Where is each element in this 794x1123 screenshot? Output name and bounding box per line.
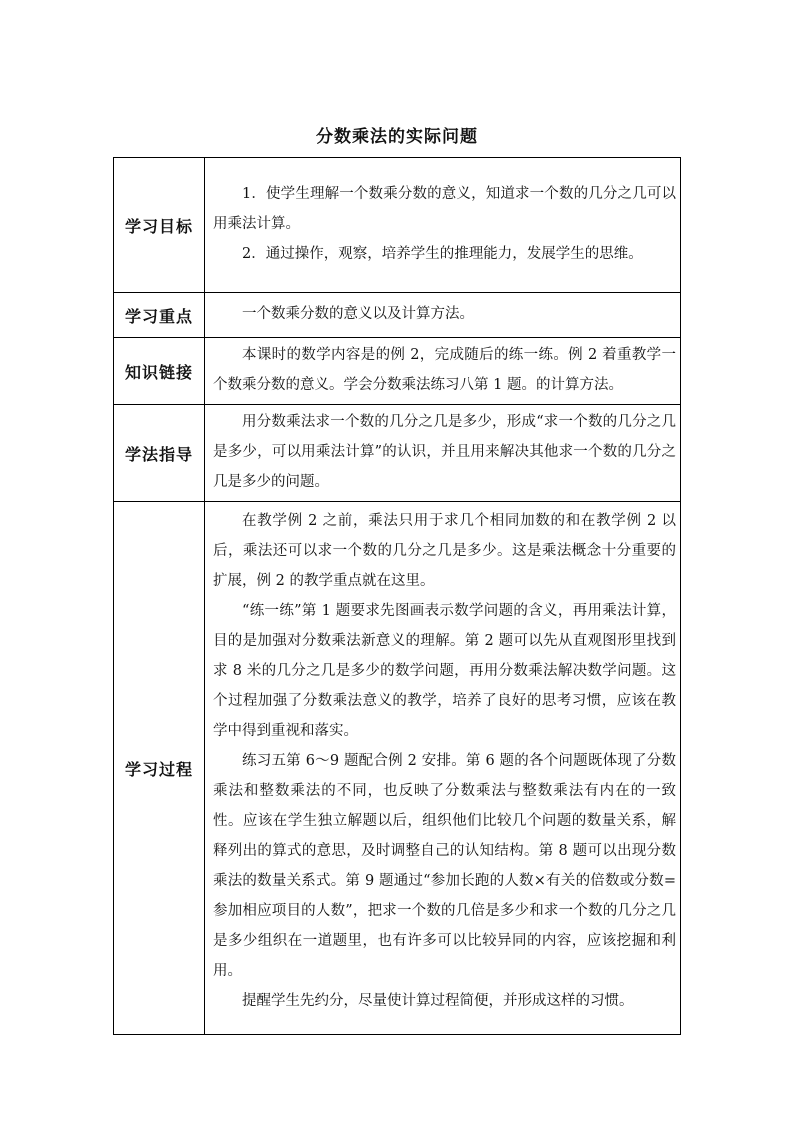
knowledge-link-content [205,338,681,405]
process-paragraph-3: 练习五第 6～9 题配合例 2 安排。第 6 题的各个问题既体现了分数乘法和整数乘法的不同，也反映了分数乘法与整数乘法有内在的一致性。应该在学生独立解题以后，组织他们比较几个问题的数量关系，解释列出的算式的意思，及时调整自己的认知结构。第 8 题可以出现分数乘法的数量关系式。第 9 题通过“参加长跑的人数×有关的倍数或分数=参加相应项目的人数”，把求一个数的几倍是多少和求一个数的几分之几是多少组织在一道题里，也有许多可以比较异同的内容，应该挖掘和利用。 [213,753,676,979]
row-knowledge-link [114,338,681,405]
row-label-learning-goals: 学习目标 [114,158,205,293]
study-method-text: 用分数乘法求一个数的几分之几是多少，形成“求一个数的几分之几是多少，可以用乘法计算”的认识，并且用来解决其他求一个数的几分之几是多少的问题。 [213,414,676,490]
row-label-knowledge-link: 知识链接 [114,338,205,405]
row-label-key-points: 学习重点 [114,293,205,338]
learning-goal-2: 2．通过操作，观察，培养学生的推理能力，发展学生的思维。 [242,246,643,262]
key-points-content [205,293,681,338]
row-learning-process [114,502,681,1035]
row-key-points [114,293,681,338]
process-paragraph-2: “练一练”第 1 题要求先图画表示数学问题的含义，再用乘法计算，目的是加强对分数乘法新意义的理解。第 2 题可以先从直观图形里找到求 8 米的几分之几是多少的数学问题，再用分数乘法解决数学问题。这个过程加强了分数乘法意义的教学，培养了良好的思考习惯，应该在教学中得到重视和落实。 [213,603,676,739]
row-learning-goals [114,158,681,293]
row-label-learning-process: 学习过程 [114,502,205,1035]
study-method-content [205,405,681,502]
lesson-plan-table [113,157,681,1035]
process-paragraph-4: 提醒学生先约分，尽量使计算过程简便，并形成这样的习惯。 [242,993,634,1009]
process-paragraph-1: 在教学例 2 之前，乘法只用于求几个相同加数的和在教学例 2 以后，乘法还可以求一个数的几分之几是多少。这是乘法概念十分重要的扩展，例 2 的教学重点就在这里。 [213,513,676,589]
document-title: 分数乘法的实际问题 [316,127,478,147]
key-point-text: 一个数乘分数的意义以及计算方法。 [242,306,474,322]
row-study-method [114,405,681,502]
learning-goal-1: 1．使学生理解一个数乘分数的意义，知道求一个数的几分之几可以用乘法计算。 [213,186,676,232]
knowledge-link-text: 本课时的数学内容是的例 2，完成随后的练一练。例 2 着重教学一个数乘分数的意义。学会分数乘法练习八第 1 题。的计算方法。 [213,347,676,393]
learning-goals-content [205,158,681,293]
row-label-study-method: 学法指导 [114,405,205,502]
learning-process-content [205,502,681,1035]
